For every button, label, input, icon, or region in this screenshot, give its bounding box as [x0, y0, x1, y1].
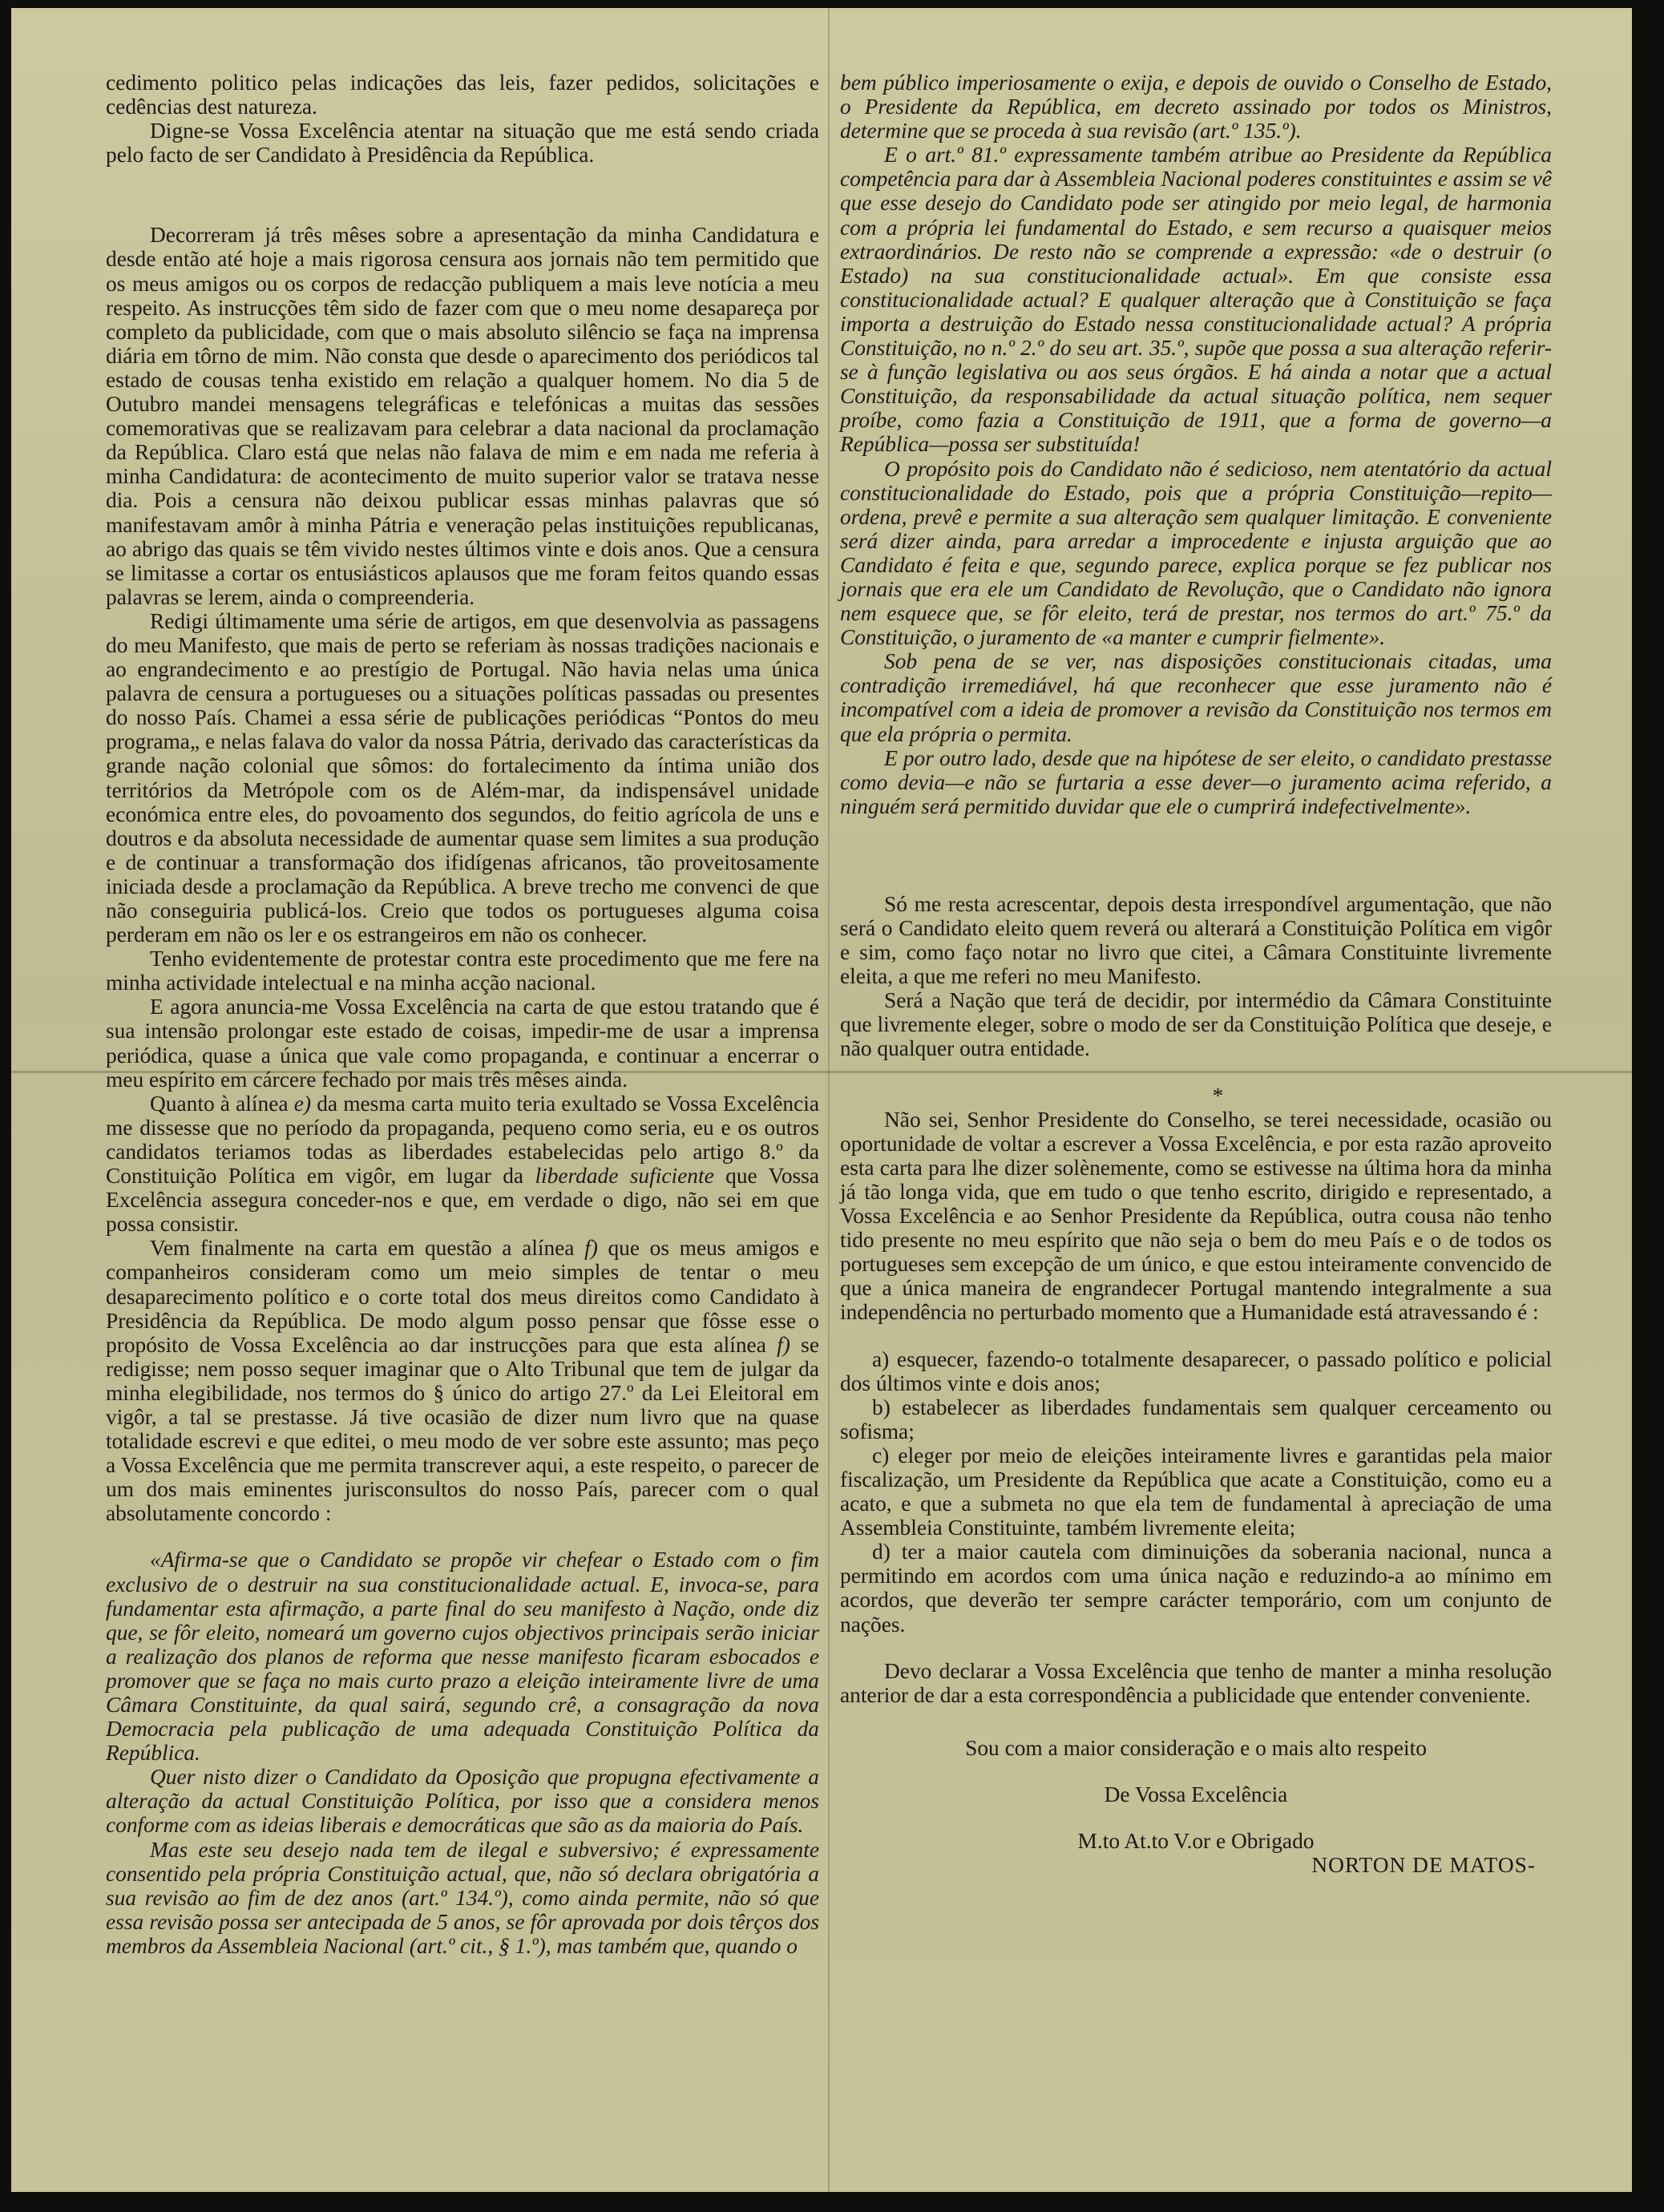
quoted-paragraph: Quer nisto dizer o Candidato da Oposição que propugna efectivamente a alteração da actual Constituição Política, por isso que a considera menos conforme com as ideias liberais e democráticas que são as da maioria do País.	[106, 1765, 819, 1838]
paragraph: Digne-se Vossa Excelência atentar na situação que me está sendo criada pelo facto de ser Candidato à Presidência da República.	[106, 119, 819, 168]
text-run: da mesma carta muito teria exultado se Vossa Excelência me dissesse que no período da propaganda, pequeno como seria, eu e os outros candidatos teriamos todas as liberdades estabelecidas pelo artigo 8.º da Constituição Política em vigôr, em lugar da	[106, 1091, 819, 1189]
text-run: liberdade suficiente	[535, 1164, 714, 1189]
quoted-paragraph: E por outro lado, desde que na hipótese de ser eleito, o candidato prestasse como devia—e não se furtaria a esse dever—o juramento acima referido, a ninguém será permitido duvidar que ele o cumprirá indefectivelmente».	[840, 745, 1552, 818]
paragraph: Tenho evidentemente de protestar contra este procedimento que me fere na minha actividade intelectual e na minha acção nacional.	[106, 947, 819, 995]
section-separator-asterisk: *	[1212, 1083, 1224, 1108]
quoted-paragraph: bem público imperiosamente o exija, e depois de ouvido o Conselho de Estado, o Presidente da República, em decreto assinado por todos os Ministros, determine que se proceda à sua revisão (art.º 135.º).	[840, 71, 1552, 143]
paragraph: Será a Nação que terá de decidir, por intermédio da Câmara Constituinte que livremente eleger, sobre o modo de ser da Constituição Política que deseje, e não qualquer outra entidade.	[840, 988, 1552, 1061]
right-column	[840, 71, 1552, 1877]
paragraph: Decorreram já três mêses sobre a apresentação da minha Candidatura e desde então até hoje a mais rigorosa censura aos jornais não tem permitido que os meus amigos ou os corpos de redacção publiquem a mais leve notícia a meu respeito. As instrucções têm sido de fazer com que o meu nome desapareça por completo da publicidade, com que o mais absoluto silêncio se faça na imprensa diária em tôrno de mim. Não consta que desde o aparecimento dos periódicos tal estado de cousas tenha existido em relação a qualquer homem. No dia 5 de Outubro mandei mensagens telegráficas e telefónicas a muitas das sessões comemorativas que se realizavam para celebrar a data nacional da proclamação da República. Claro está que nelas não falava de mim e em nada me referia à minha Candidatura: de acontecimento de muito superior valor se tratava nesse dia. Pois a censura não deixou publicar essas minhas palavras que só manifestavam amôr à minha Pátria e veneração pelas instituições republicanas, ao abrigo das quais se têm vivido nestes últimos vinte e dois anos. Que a censura se limitasse a cortar os entusiásticos aplausos que me foram feitos quando essas palavras se lerem, ainda o compreenderia.	[106, 223, 819, 609]
quoted-paragraph: E o art.º 81.º expressamente também atribue ao Presidente da República competência para dar à Assembleia Nacional poderes constituintes e assim se vê que esse desejo do Candidato pode ser atingido por meio legal, de harmonia com a própria lei fundamental do Estado, e sem recurso a quaisquer meios extraordinários. De resto não se comprende a expressão: «de o destruir (o Estado) na sua constitucionalidade actual». Em que consiste essa constitucionalidade actual? E qualquer alteração que à Constituição se faça importa a destruição do Estado nessa constitucionalidade actual? A própria Constituição, no n.º 2.º do seu art. 35.º, supõe que possa a sua alteração referir-se à função legislativa ou aos seus órgãos. E há ainda a notar que a actual Constituição, da responsabilidade da actual situação política, nem sequer proíbe, como fazia a Constituição de 1911, que a forma de governo—a República—possa ser substituída!	[840, 143, 1552, 457]
paper-fold-vertical	[828, 8, 830, 2192]
paragraph: Não sei, Senhor Presidente do Conselho, se terei necessidade, ocasião ou oportunidade de voltar a escrever a Vossa Excelência, e por esta razão aproveito esta carta para lhe dizer solènemente, como se estivesse na última hora da minha já tão longa vida, que em tudo o que tenho escrito, dirigido e representado, a Vossa Excelência e ao Senhor Presidente da República, outra cousa não tenho tido presente no meu espírito que não seja o bem do meu País e o de todos os portugueses sem excepção de um único, e que estou inteiramente convencido de que a única maneira de engrandecer Portugal mantendo integralmente a sua independência no perturbado momento que a Humanidade está atravessando é :	[840, 1107, 1552, 1325]
text-run: que Vossa Excelência assegura conceder-nos e que, em verdade o digo, não sei em que possa consistir.	[106, 1164, 819, 1237]
text-run: se redigisse; nem posso sequer imaginar que o Alto Tribunal que tem de julgar da minha elegibilidade, nos termos do § único do artigo 27.º da Lei Eleitoral em vigôr, a tal se prestasse. Já tive ocasião de dizer num livro que na quase totalidade escrevi e que editei, o meu modo de ver sobre este assunto; mas peço a Vossa Excelência que me permita transcrever aqui, a este respeito, o parecer de um dos mais eminentes jurisconsultos do nosso País, parecer com o qual absolutamente concordo :	[106, 1332, 819, 1526]
list-item: b) estabelecer as liberdades fundamentais sem qualquer cerceamento ou sofisma;	[840, 1395, 1552, 1443]
paragraph: Redigi últimamente uma série de artigos, em que desenvolvia as passagens do meu Manifesto, que mais de perto se referiam às nossas tradições nacionais e ao engrandecimento e ao prestígio de Portugal. Não havia nelas uma única palavra de censura a portugueses ou a situações políticas passadas ou presentes do nosso País. Chamei a essa série de publicações periódicas “Pontos do meu programa„ e nelas falava do valor da nossa Pátria, derivado das características da grande nação colonial que sômos: do fortalecimento da íntima união dos territórios da Metrópole com os de Além-mar, da indispensável unidade económica entre eles, do povoamento dos segundos, do feitio agrícola de uns e doutros e da absoluta necessidade de aumentar quase sem limites a sua produção e de continuar a transformação dos ifidígenas africanos, tão proveitosamente iniciada desde a proclamação da República. A breve trecho me convenci de que não conseguiria publicá-los. Creio que todos os portugueses alguma coisa perderam em não os ler e os estrangeiros em não os conhecer.	[106, 608, 819, 947]
text-run: que os meus amigos e companheiros consideram como um meio simples de tentar o meu desaparecimento político e o corte total dos meus direitos como Candidato à Presidência da República. De modo algum posso pensar que fôsse esse o propósito de Vossa Excelência ao dar instrucções para que esta alínea	[106, 1236, 819, 1357]
paragraph: Devo declarar a Vossa Excelência que tenho de manter a minha resolução anterior de dar a esta correspondência a publicidade que entender conveniente.	[840, 1658, 1552, 1707]
text-run: Quanto à alínea	[150, 1091, 289, 1116]
paragraph	[106, 1236, 819, 1525]
signature: NORTON DE MATOS-	[1311, 1853, 1536, 1878]
document-page	[11, 8, 1632, 2192]
quoted-paragraph: O propósito pois do Candidato não é sedicioso, nem atentatório da actual constitucionalidade do Estado, pois que a própria Constituição—repito—ordena, prevê e permite a sua alteração sem qualquer limitação. E conveniente será dizer ainda, para arredar a improcedente e injusta arguição que ao Candidato é feita e que, segundo parece, explica porque se fez publicar nos jornais que era ele um Candidato de Revolução, que o Candidato não ignora nem esquece que, se fôr eleito, terá de prestar, nos termos do art.º 75.º da Constituição, o juramento de «a manter e cumprir fielmente».	[840, 456, 1552, 650]
paragraph: Só me resta acrescentar, depois desta irrespondível argumentação, que não será o Candidato eleito quem reverá ou alterará a Constituição Política em vigôr e sim, como faço notar no livro que citei, a Câmara Constituinte livremente eleita, a que me referi no meu Manifesto.	[840, 891, 1552, 989]
quoted-paragraph: Sob pena de se ver, nas disposições constitucionais citadas, uma contradição irremediável, há que reconhecer que esse juramento não é incompatível com a ideia de promover a revisão da Constituição nos termos em que ela própria o permita.	[840, 649, 1552, 746]
quoted-paragraph: «Afirma-se que o Candidato se propõe vir chefear o Estado com o fim exclusivo de o destruir na sua constitucionalidade actual. E, invoca-se, para fundamentar esta afirmação, a parte final do seu manifesto à Nação, onde diz que, se fôr eleito, nomeará um governo cujos objectivos principais serão iniciar a realização dos planos de reforma que nesse manifesto ficaram esbocados e promover que se faça no mais curto prazo a eleição inteiramente livre de uma Câmara Constituinte, da qual sairá, segundo crê, a consagração da nova Democracia pela publicação de uma adequada Constituição Política da República.	[106, 1548, 819, 1766]
list-item: c) eleger por meio de eleições inteiramente livres e garantidas pela maior fiscalização, um Presidente da República que acate a Constituição, como eu a acato, e que a submeta no que ela tem de fundamental à apreciação de uma Assembleia Constituinte, também livremente eleita;	[840, 1443, 1552, 1540]
closing-line: De Vossa Excelência	[1104, 1782, 1288, 1806]
list-item: d) ter a maior cautela com diminuições da soberania nacional, nunca a permitindo em acordos com uma única nação e reduzindo-a ao mínimo em acordos, que deverão ter sempre carácter temporário, com um conjunto de nações.	[840, 1540, 1552, 1637]
text-run: Vem finalmente na carta em questão a alínea	[150, 1236, 575, 1261]
list-item: a) esquecer, fazendo-o totalmente desaparecer, o passado político e policial dos últimos vinte e dois anos;	[840, 1346, 1552, 1395]
enumerated-list	[840, 1347, 1552, 1637]
quoted-paragraph: Mas este seu desejo nada tem de ilegal e subversivo; é expressamente consentido pela própria Constituição actual, que, não só declara obrigatória a sua revisão ao fim de dez anos (art.º 134.º), como ainda permite, não só que essa revisão possa ser antecipada de 5 anos, se fôr aprovada por dois têrços dos membros da Assembleia Nacional (art.º cit., § 1.º), mas também que, quando o	[106, 1837, 819, 1958]
left-column	[106, 71, 819, 1958]
text-run: f)	[777, 1332, 790, 1357]
paragraph: E agora anuncia-me Vossa Excelência na carta de que estou tratando que é sua intensão prolongar este estado de coisas, impedir-me de usar a imprensa periódica, quase a única que vale como propaganda, e continuar a encerrar o meu espírito em cárcere fechado por mais três mêses ainda.	[106, 995, 819, 1092]
paragraph: cedimento politico pelas indicações das leis, fazer pedidos, solicitações e cedências dest natureza.	[106, 71, 819, 119]
text-run: f)	[584, 1236, 598, 1261]
closing-line: M.to At.to V.or e Obrigado	[1077, 1829, 1315, 1853]
paragraph	[106, 1092, 819, 1237]
text-run: e)	[293, 1091, 311, 1116]
closing-line: Sou com a maior consideração e o mais alto respeito	[965, 1735, 1427, 1760]
